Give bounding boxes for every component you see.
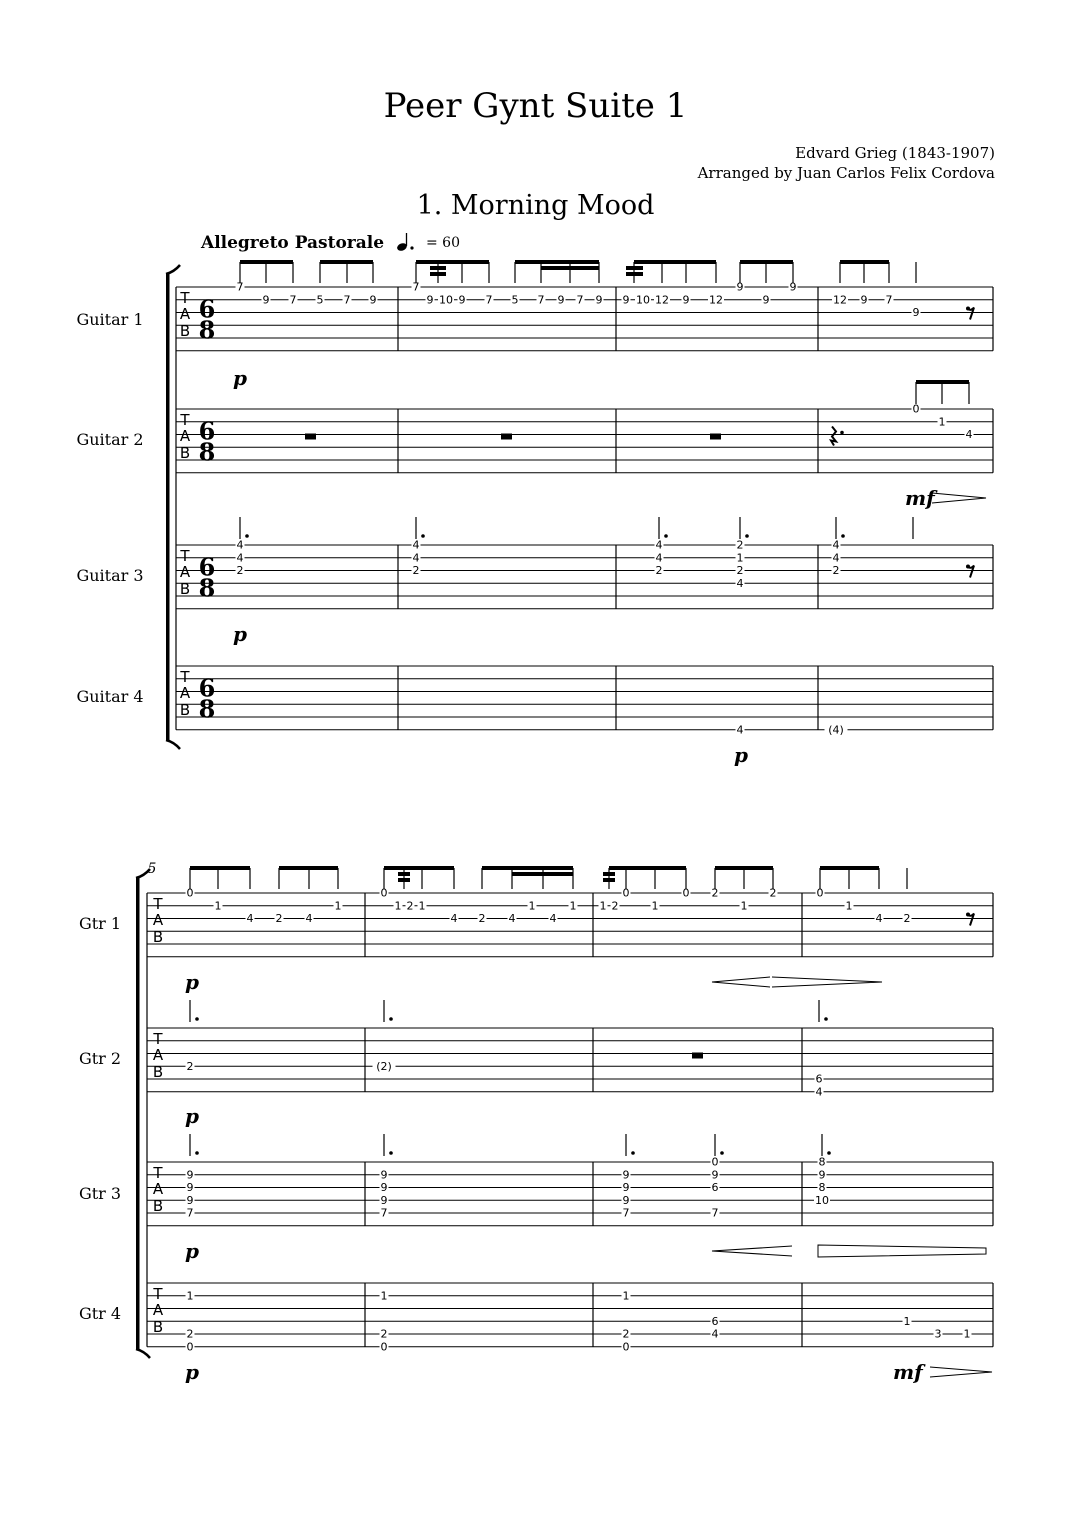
tab-clef-b: B xyxy=(152,1318,164,1336)
fret-number: 0 xyxy=(711,1155,719,1169)
fret-number: 9 xyxy=(186,1193,194,1207)
tab-clef-t: T xyxy=(180,289,190,307)
fret-number: 4 xyxy=(815,1085,823,1099)
fret-number: 2 xyxy=(478,912,486,925)
dynamic-mf: mf xyxy=(893,1360,923,1384)
fret-number: 4 xyxy=(450,912,458,925)
system-bracket xyxy=(136,878,140,1349)
fret-number: 12 xyxy=(655,293,669,307)
note-beam xyxy=(515,260,599,264)
hairpin-pair xyxy=(818,1245,986,1257)
decrescendo-hairpin xyxy=(772,977,882,987)
fret-number: 0 xyxy=(186,886,194,900)
note-beam xyxy=(634,260,716,264)
augmentation-dot xyxy=(827,1151,831,1155)
note-beam-32nd xyxy=(398,878,410,882)
fret-number: 0 xyxy=(380,886,388,900)
augmentation-dot xyxy=(195,1151,199,1155)
tab-clef-t: T xyxy=(153,1164,163,1182)
fret-number: 1 xyxy=(569,899,577,913)
fret-number: 10 xyxy=(815,1193,829,1207)
whole-rest xyxy=(692,1053,703,1059)
fret-number: 10 xyxy=(439,293,453,307)
tab-clef-t: T xyxy=(180,411,190,429)
tab-clef-t: T xyxy=(153,1030,163,1048)
fret-number: 6 xyxy=(711,1314,719,1328)
tab-clef-b: B xyxy=(179,444,191,462)
augmentation-dot xyxy=(664,534,668,538)
instrument-label-guitar-3: Guitar 3 xyxy=(76,566,144,585)
augmentation-dot xyxy=(389,1151,393,1155)
fret-number: 0 xyxy=(380,1340,388,1354)
note-beam xyxy=(416,260,489,264)
tab-clef-a: A xyxy=(179,563,191,581)
fret-number: 1 xyxy=(845,899,853,913)
fret-number: 2 xyxy=(186,1059,194,1073)
fret-number: 9 xyxy=(682,293,690,307)
composer: Edvard Grieg (1843-1907) xyxy=(795,144,995,162)
fret-number: 4 xyxy=(412,551,420,565)
dynamic-p: p xyxy=(233,366,247,390)
fret-number: 9 xyxy=(736,280,744,294)
note-beam-32nd xyxy=(430,272,446,276)
fret-number: 2 xyxy=(611,899,619,913)
fret-number: 4 xyxy=(655,551,663,565)
tab-clef-t: T xyxy=(153,1285,163,1303)
decrescendo-hairpin xyxy=(932,493,986,503)
time-signature-denominator: 8 xyxy=(198,315,216,345)
fret-number: 9 xyxy=(818,1168,826,1182)
fret-number: 7 xyxy=(711,1206,719,1220)
tab-clef-t: T xyxy=(180,668,190,686)
tab-clef-a: A xyxy=(179,427,191,445)
note-beam-32nd xyxy=(603,878,615,882)
fret-number: 9 xyxy=(622,293,630,307)
tab-clef-b: B xyxy=(179,580,191,598)
eighth-rest-dot xyxy=(966,565,970,569)
dynamic-p: p xyxy=(233,622,247,646)
fret-number: 7 xyxy=(186,1206,194,1220)
fret-number: 9 xyxy=(557,293,565,307)
fret-number: 9 xyxy=(186,1168,194,1182)
augmentation-dot xyxy=(840,431,844,435)
note-beam xyxy=(482,866,573,870)
quarter-rest xyxy=(831,427,836,446)
tab-clef-b: B xyxy=(152,1063,164,1081)
system-bracket-top xyxy=(166,265,180,274)
fret-number: 7 xyxy=(537,293,545,307)
tab-clef-t: T xyxy=(180,547,190,565)
fret-number: 4 xyxy=(236,551,244,565)
fret-number: 12 xyxy=(833,293,847,307)
fret-number: 1 xyxy=(418,899,426,913)
movement-title: 1. Morning Mood xyxy=(416,190,655,221)
dynamic-p: p xyxy=(185,1239,199,1263)
fret-number: 0 xyxy=(682,886,690,900)
fret-number: 4 xyxy=(655,538,663,552)
dynamic-p: p xyxy=(185,970,199,994)
note-beam xyxy=(279,866,338,870)
fret-number: 0 xyxy=(622,1340,630,1354)
instrument-label-gtr-3: Gtr 3 xyxy=(78,1184,122,1203)
instrument-label-gtr-1: Gtr 1 xyxy=(78,914,122,933)
tab-clef-a: A xyxy=(152,1046,164,1064)
time-signature-numerator: 6 xyxy=(198,416,216,446)
fret-number: 4 xyxy=(875,912,883,925)
fret-number: 9 xyxy=(262,293,270,307)
tab-clef-b: B xyxy=(179,322,191,340)
fret-number: 2 xyxy=(236,564,244,577)
augmentation-dot xyxy=(824,1017,828,1021)
tab-clef-a: A xyxy=(152,1180,164,1198)
tab-clef-a: A xyxy=(152,911,164,929)
fret-number: 1 xyxy=(186,1289,194,1303)
measure-number: 5 xyxy=(147,861,157,877)
time-signature-numerator: 6 xyxy=(198,673,216,703)
instrument-label-guitar-4: Guitar 4 xyxy=(76,687,144,706)
fret-number: 4 xyxy=(412,538,420,552)
fret-number: 7 xyxy=(622,1206,630,1220)
eighth-rest-dot xyxy=(966,307,970,311)
instrument-label-gtr-2: Gtr 2 xyxy=(78,1049,122,1068)
augmentation-dot xyxy=(841,534,845,538)
fret-number: 2 xyxy=(736,538,744,552)
crescendo-hairpin xyxy=(712,1246,792,1256)
fret-number: 9 xyxy=(369,293,377,307)
note-beam-16th xyxy=(398,872,410,876)
whole-rest xyxy=(501,434,512,440)
fret-number: 4 xyxy=(236,538,244,552)
fret-number: 9 xyxy=(458,293,466,307)
fret-number: 4 xyxy=(508,912,516,925)
fret-number: 7 xyxy=(343,293,351,307)
time-signature-denominator: 8 xyxy=(198,437,216,467)
note-beam xyxy=(320,260,373,264)
tab-clef-b: B xyxy=(152,1197,164,1215)
note-beam-16th xyxy=(430,266,446,270)
note-beam xyxy=(384,866,454,870)
fret-number: 4 xyxy=(965,428,973,441)
whole-rest xyxy=(305,434,316,440)
augmentation-dot xyxy=(195,1017,199,1021)
dynamic-mf: mf xyxy=(905,486,935,510)
tab-clef-b: B xyxy=(152,928,164,946)
fret-number: 2 xyxy=(655,564,663,577)
fret-number: 9 xyxy=(711,1168,719,1182)
fret-number: 0 xyxy=(816,886,824,900)
fret-number: (2) xyxy=(376,1059,392,1073)
fret-number: 9 xyxy=(595,293,603,307)
fret-number: 1 xyxy=(963,1327,971,1341)
dynamic-p: p xyxy=(734,743,748,767)
fret-number: 0 xyxy=(912,402,920,416)
note-beam xyxy=(240,260,293,264)
fret-number: 8 xyxy=(818,1155,826,1169)
note-beam-16th xyxy=(512,872,573,876)
decrescendo-hairpin xyxy=(930,1367,992,1377)
fret-number: 7 xyxy=(885,293,893,307)
fret-number: 7 xyxy=(412,280,420,294)
eighth-rest-dot xyxy=(966,913,970,917)
fret-number: 4 xyxy=(832,551,840,565)
fret-number: 9 xyxy=(380,1193,388,1207)
tab-clef-a: A xyxy=(152,1301,164,1319)
fret-number: (4) xyxy=(828,723,844,737)
instrument-label-gtr-4: Gtr 4 xyxy=(78,1304,122,1323)
fret-number: 9 xyxy=(622,1193,630,1207)
note-beam xyxy=(609,866,686,870)
tempo-value: = 60 xyxy=(426,235,460,251)
note-beam-32nd xyxy=(626,272,643,276)
fret-number: 1 xyxy=(528,899,536,913)
augmentation-dot xyxy=(720,1151,724,1155)
fret-number: 1 xyxy=(622,1289,630,1303)
fret-number: 2 xyxy=(903,912,911,925)
instrument-label-guitar-1: Guitar 1 xyxy=(76,310,144,329)
fret-number: 1 xyxy=(599,899,607,913)
fret-number: 9 xyxy=(912,306,920,319)
note-beam-16th xyxy=(541,266,599,270)
fret-number: 9 xyxy=(186,1181,194,1194)
fret-number: 4 xyxy=(549,912,557,925)
fret-number: 1 xyxy=(334,899,342,913)
fret-number: 9 xyxy=(380,1181,388,1194)
augmentation-dot xyxy=(421,534,425,538)
dynamic-p: p xyxy=(185,1104,199,1128)
fret-number: 7 xyxy=(236,280,244,294)
fret-number: 6 xyxy=(711,1181,719,1194)
fret-number: 5 xyxy=(511,293,519,307)
time-signature-denominator: 8 xyxy=(198,694,216,724)
fret-number: 2 xyxy=(711,886,719,900)
note-beam-16th xyxy=(603,872,615,876)
fret-number: 2 xyxy=(380,1327,388,1341)
fret-number: 1 xyxy=(938,415,946,429)
augmentation-dot xyxy=(745,534,749,538)
augmentation-dot xyxy=(245,534,249,538)
fret-number: 9 xyxy=(622,1181,630,1194)
fret-number: 10 xyxy=(636,293,650,307)
fret-number: 2 xyxy=(275,912,283,925)
time-signature-numerator: 6 xyxy=(198,294,216,324)
fret-number: 12 xyxy=(709,293,723,307)
fret-number: 2 xyxy=(186,1327,194,1341)
note-beam xyxy=(916,380,969,384)
tab-clef-a: A xyxy=(179,305,191,323)
fret-number: 1 xyxy=(740,899,748,913)
augmentation-dot xyxy=(389,1017,393,1021)
tab-clef-a: A xyxy=(179,684,191,702)
dynamic-p: p xyxy=(185,1360,199,1384)
fret-number: 4 xyxy=(736,576,744,590)
fret-number: 1 xyxy=(903,1314,911,1328)
fret-number: 2 xyxy=(412,564,420,577)
fret-number: 4 xyxy=(736,723,744,737)
system-bracket xyxy=(166,274,170,740)
whole-rest xyxy=(710,434,721,440)
note-beam xyxy=(840,260,889,264)
fret-number: 3 xyxy=(934,1327,942,1341)
system-bracket-bottom xyxy=(166,740,180,749)
fret-number: 7 xyxy=(380,1206,388,1220)
fret-number: 4 xyxy=(305,912,313,925)
time-signature-numerator: 6 xyxy=(198,552,216,582)
crescendo-hairpin xyxy=(712,977,770,987)
arranger: Arranged by Juan Carlos Felix Cordova xyxy=(697,164,995,182)
fret-number: 4 xyxy=(246,912,254,925)
note-beam xyxy=(820,866,879,870)
fret-number: 9 xyxy=(426,293,434,307)
fret-number: 7 xyxy=(576,293,584,307)
time-signature-denominator: 8 xyxy=(198,573,216,603)
fret-number: 5 xyxy=(316,293,324,307)
fret-number: 0 xyxy=(186,1340,194,1354)
fret-number: 1 xyxy=(214,899,222,913)
fret-number: 9 xyxy=(622,1168,630,1182)
fret-number: 4 xyxy=(711,1327,719,1341)
fret-number: 2 xyxy=(769,886,777,900)
note-beam xyxy=(715,866,773,870)
fret-number: 9 xyxy=(380,1168,388,1182)
fret-number: 2 xyxy=(406,899,414,913)
fret-number: 7 xyxy=(289,293,297,307)
fret-number: 1 xyxy=(736,551,744,565)
note-beam-16th xyxy=(626,266,643,270)
score-title: Peer Gynt Suite 1 xyxy=(383,86,688,126)
tab-clef-t: T xyxy=(153,895,163,913)
fret-number: 9 xyxy=(762,293,770,307)
fret-number: 8 xyxy=(818,1181,826,1194)
fret-number: 1 xyxy=(394,899,402,913)
fret-number: 1 xyxy=(380,1289,388,1303)
fret-number: 9 xyxy=(860,293,868,307)
fret-number: 4 xyxy=(832,538,840,552)
note-beam xyxy=(190,866,250,870)
fret-number: 9 xyxy=(789,280,797,294)
instrument-label-guitar-2: Guitar 2 xyxy=(76,430,144,449)
system-bracket-bottom xyxy=(136,1349,150,1358)
fret-number: 2 xyxy=(736,564,744,577)
fret-number: 6 xyxy=(815,1072,823,1086)
tempo-marking: Allegreto Pastorale xyxy=(201,233,385,253)
tab-clef-b: B xyxy=(179,701,191,719)
fret-number: 2 xyxy=(832,564,840,577)
fret-number: 1 xyxy=(651,899,659,913)
fret-number: 0 xyxy=(622,886,630,900)
note-beam xyxy=(740,260,793,264)
fret-number: 2 xyxy=(622,1327,630,1341)
augmentation-dot xyxy=(631,1151,635,1155)
fret-number: 7 xyxy=(485,293,493,307)
